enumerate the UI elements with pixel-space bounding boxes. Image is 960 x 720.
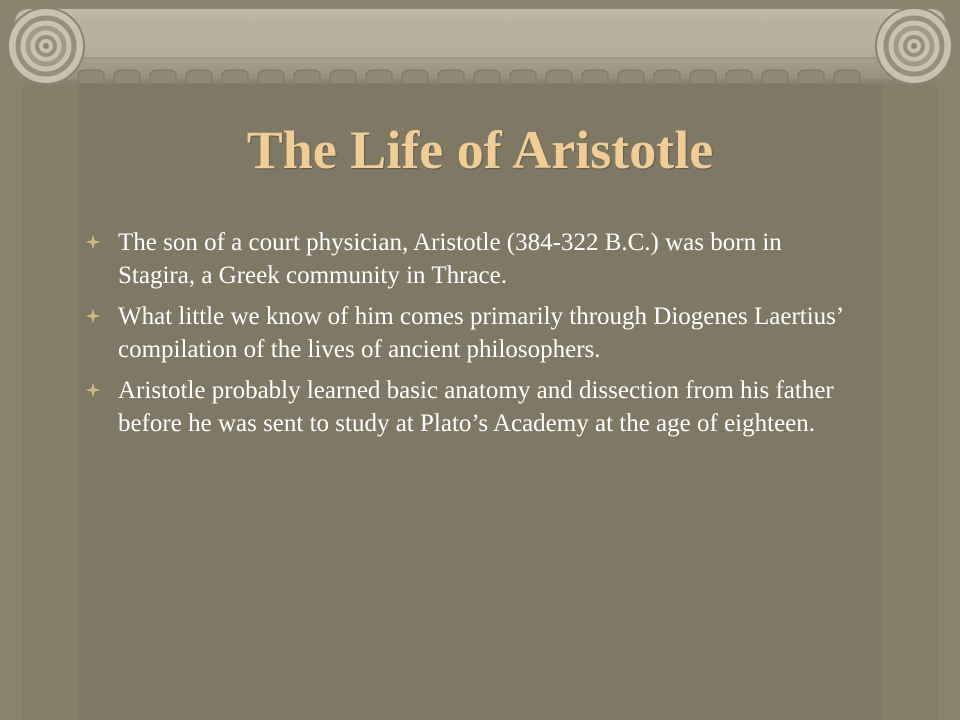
- diamond-star-bullet-icon: [84, 381, 102, 399]
- bullet-list: [80, 226, 865, 448]
- diamond-star-bullet-icon: [84, 233, 102, 251]
- right-volute-scroll: [876, 8, 952, 84]
- bullet-item: [80, 226, 865, 292]
- slide-title: The Life of Aristotle: [246, 120, 714, 180]
- diamond-star-bullet-icon: [84, 307, 102, 325]
- bullet-item: [80, 374, 865, 440]
- bullet-item: [80, 300, 865, 366]
- bullet-text: Aristotle probably learned basic anatomy and dissection from his father before he was sent to study at Plato’s Academy at the age of eighteen.: [118, 377, 834, 437]
- left-volute-scroll: [8, 8, 84, 84]
- bullet-text: The son of a court physician, Aristotle (384-322 B.C.) was born in Stagira, a Greek community in Thrace.: [118, 229, 782, 289]
- bullet-text: What little we know of him comes primarily through Diogenes Laertius’ compilation of the lives of ancient philosophers.: [118, 303, 843, 363]
